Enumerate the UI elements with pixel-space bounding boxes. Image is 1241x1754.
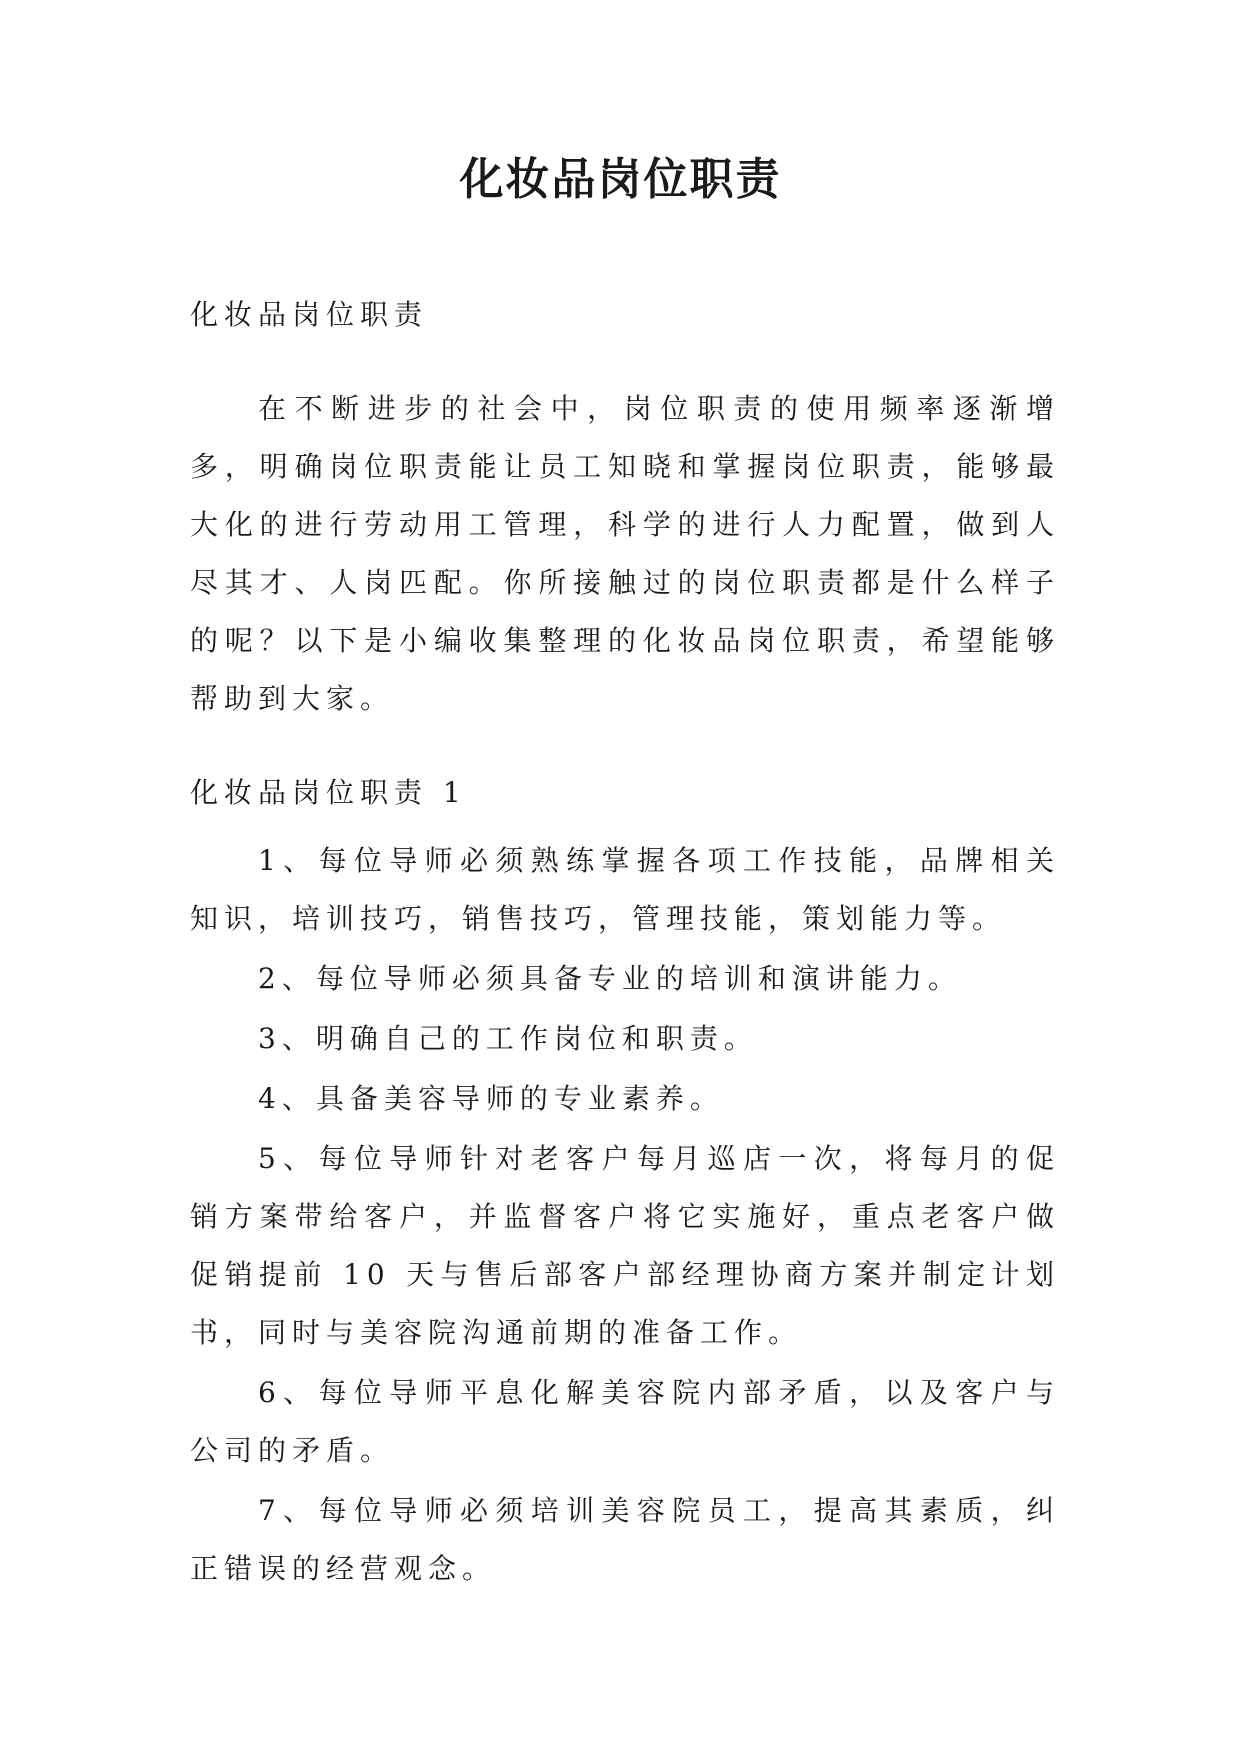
duty-item-1: 1、每位导师必须熟练掌握各项工作技能，品牌相关知识，培训技巧，销售技巧，管理技能，策划能力等。 [190, 844, 1060, 935]
duty-item-7: 7、每位导师必须培训美容院员工，提高其素质，纠正错误的经营观念。 [190, 1494, 1060, 1585]
document-subtitle: 化妆品岗位职责 [190, 298, 429, 331]
duty-item-5: 5、每位导师针对老客户每月巡店一次，将每月的促销方案带给客户，并监督客户将它实施好，重点老客户做促销提前 10 天与售后部客户部经理协商方案并制定计划书，同时与美容院沟通前期的准备工作。 [190, 1142, 1060, 1349]
duty-item-3: 3、明确自己的工作岗位和职责。 [258, 1022, 758, 1055]
intro-paragraph: 在不断进步的社会中，岗位职责的使用频率逐渐增多，明确岗位职责能让员工知晓和掌握岗位职责，能够最大化的进行劳动用工管理，科学的进行人力配置，做到人尽其才、人岗匹配。你所接触过的岗位职责都是什么样子的呢？以下是小编收集整理的化妆品岗位职责，希望能够帮助到大家。 [190, 392, 1060, 715]
document-title: 化妆品岗位职责 [459, 154, 782, 205]
section-heading: 化妆品岗位职责 1 [190, 776, 467, 809]
document-body [190, 286, 1060, 1598]
duty-item-4: 4、具备美容导师的专业素养。 [258, 1082, 724, 1115]
duty-item-6: 6、每位导师平息化解美容院内部矛盾，以及客户与公司的矛盾。 [190, 1376, 1060, 1467]
duty-item-2: 2、每位导师必须具备专业的培训和演讲能力。 [258, 962, 962, 995]
